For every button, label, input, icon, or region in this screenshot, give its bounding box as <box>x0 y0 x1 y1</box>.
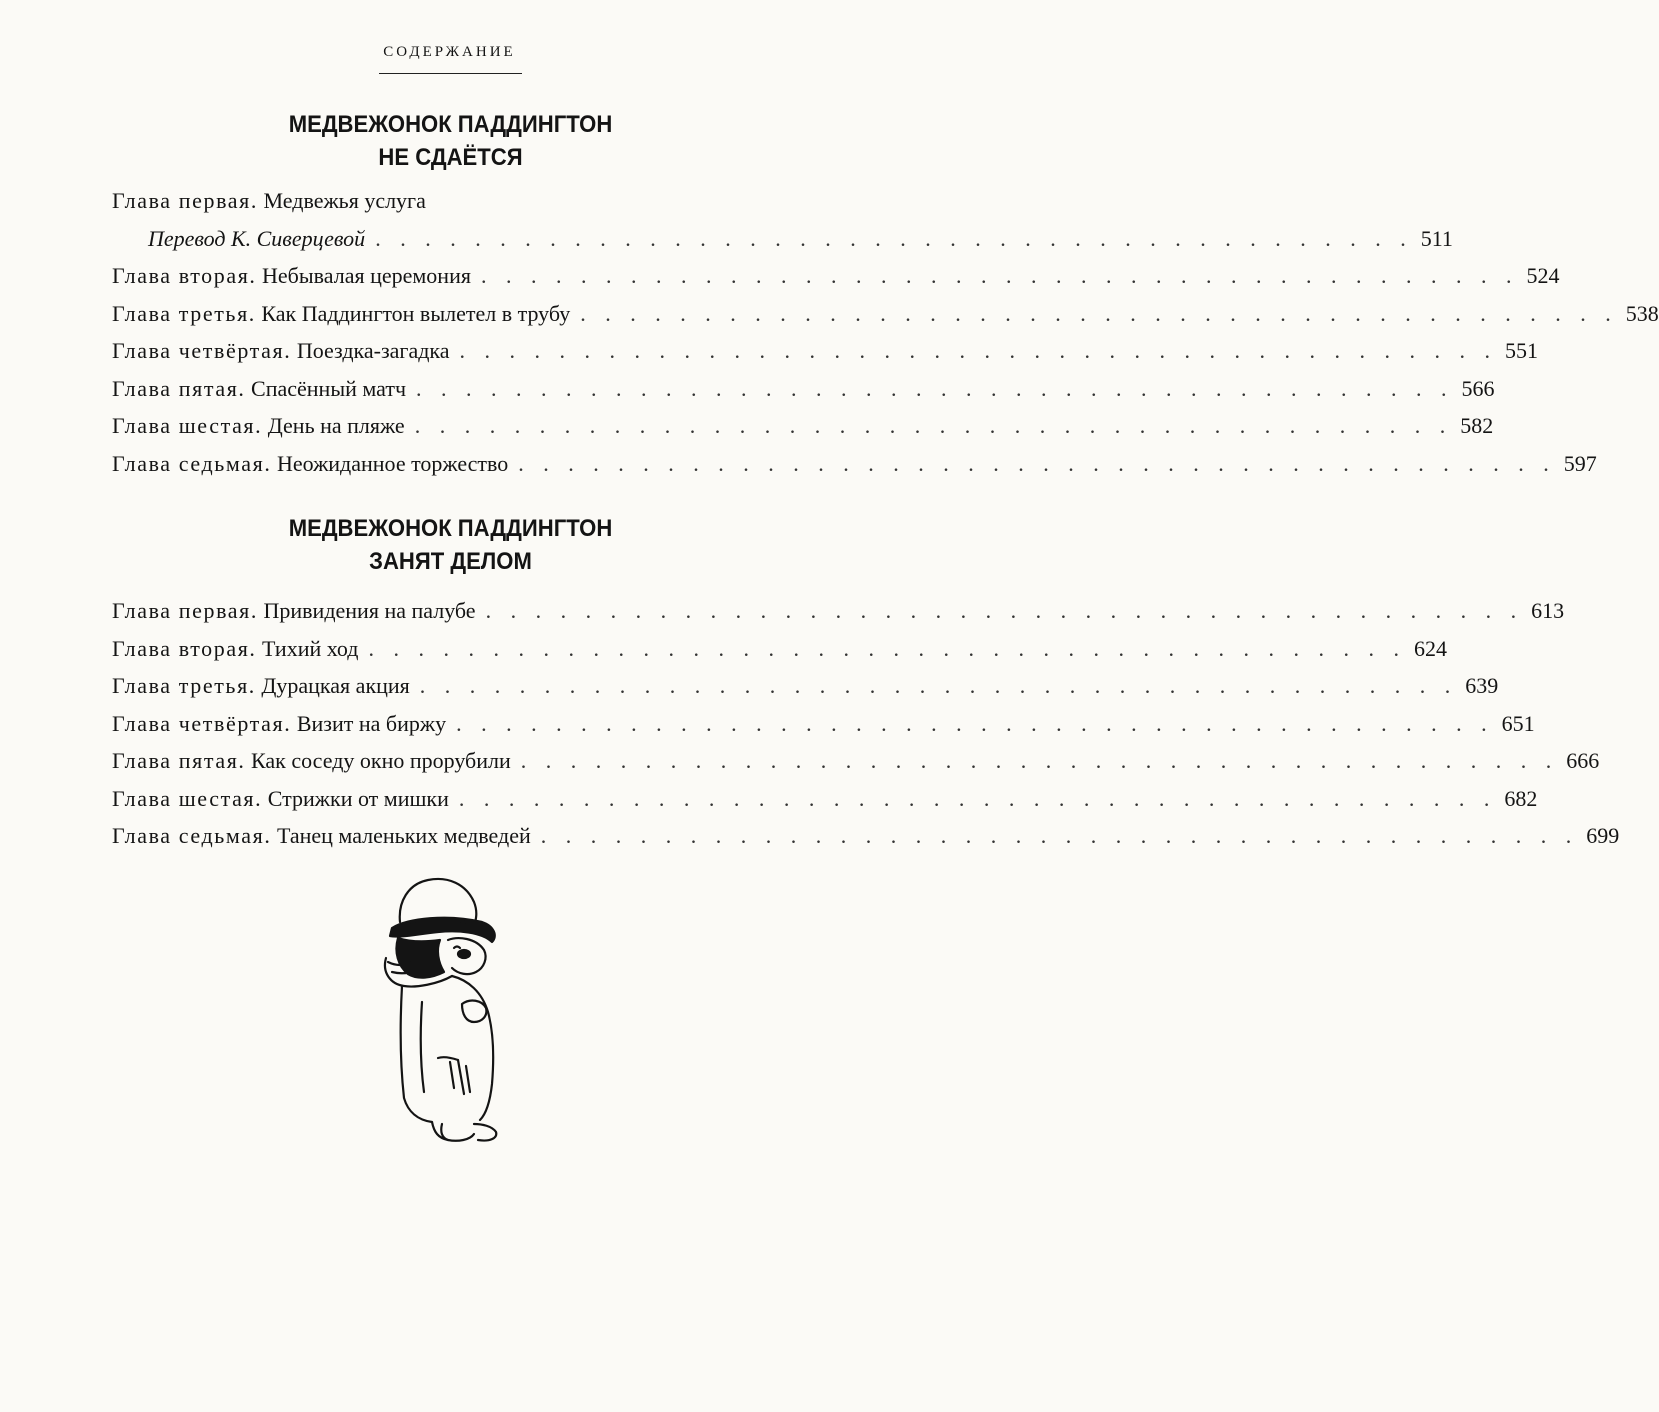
toc-entry[interactable] <box>112 742 1600 780</box>
toc-entry[interactable] <box>112 667 1499 705</box>
coat-toggle-bar <box>438 1057 458 1060</box>
chapter-title: Поездка-загадка <box>296 338 450 363</box>
chapter-label: Глава вторая. <box>112 635 257 661</box>
paddington-bear-illustration <box>378 862 538 1152</box>
page-number: 624 <box>1413 635 1447 661</box>
chapter-label: Глава вторая. <box>112 263 257 288</box>
toc-section-1 <box>112 182 1659 482</box>
dot-leader: . . . . . . . . . . . . . . . . . . . . . . . . . . . . . . . . . . . . . . . . . . <box>459 338 1498 363</box>
coat-seam <box>421 1002 424 1092</box>
toc-entry[interactable] <box>112 780 1538 818</box>
coat-toggles <box>450 1060 470 1094</box>
chapter-title: Как Паддингтон вылетел в трубу <box>261 300 571 326</box>
chapter-title: Танец маленьких медведей <box>276 823 531 848</box>
page-number: 538 <box>1625 300 1659 326</box>
section-title-line: МЕДВЕЖОНОК ПАДДИНГТОН <box>288 515 613 542</box>
chapter-label: Глава четвёртая. <box>112 710 292 736</box>
page-number: 524 <box>1526 263 1560 288</box>
page-number: 582 <box>1460 413 1494 438</box>
page-number: 699 <box>1586 823 1620 848</box>
page-number: 551 <box>1505 338 1539 363</box>
chapter-label: Глава шестая. <box>112 413 263 438</box>
chapter-label: Глава первая. <box>112 598 258 623</box>
page-number: 566 <box>1461 375 1495 401</box>
page-number: 651 <box>1501 710 1535 736</box>
translator-credit: Перевод К. Сиверцевой <box>148 225 366 251</box>
dot-leader: . . . . . . . . . . . . . . . . . . . . . . . . . . . . . . . . . . . . . . . . . . <box>518 450 1556 476</box>
toc-entry[interactable] <box>112 370 1495 408</box>
toc-section-2 <box>112 592 1620 855</box>
running-head <box>0 44 901 74</box>
toc-entry[interactable] <box>112 407 1494 445</box>
toc-entry[interactable] <box>112 705 1535 743</box>
page-number: 613 <box>1531 598 1565 623</box>
bear-paw <box>462 1001 486 1022</box>
hat-brim <box>390 918 495 942</box>
chapter-title: Привидения на палубе <box>263 598 476 623</box>
toc-entry[interactable] <box>112 182 824 220</box>
chapter-title: Стрижки от мишки <box>267 785 449 811</box>
page-number: 666 <box>1566 748 1600 773</box>
coat-left-edge <box>401 986 432 1122</box>
chapter-title: Неожиданное торжество <box>276 450 509 476</box>
bear-head-fur <box>396 938 444 978</box>
toc-entry[interactable] <box>112 257 1560 295</box>
bear-eye <box>454 947 460 949</box>
bear-nose <box>458 950 470 958</box>
page-number: 597 <box>1563 450 1597 476</box>
chapter-title: Визит на биржу <box>296 710 447 736</box>
toc-entry[interactable] <box>112 630 1447 668</box>
chapter-title: Дурацкая акция <box>261 673 410 698</box>
chapter-label: Глава третья. <box>112 300 256 326</box>
dot-leader: . . . . . . . . . . . . . . . . . . . . . . . . . . . . . . . . . . . . . . . . . . <box>368 635 1406 661</box>
toc-entry[interactable] <box>112 295 1659 333</box>
chapter-label: Глава седьмая. <box>112 450 272 476</box>
dot-leader: . . . . . . . . . . . . . . . . . . . . . . . . . . . . . . . . . . . . . . . . . . <box>419 673 1458 698</box>
dot-leader: . . . . . . . . . . . . . . . . . . . . . . . . . . . . . . . . . . . . . . . . . . <box>580 300 1618 326</box>
chapter-label: Глава пятая. <box>112 375 246 401</box>
chapter-title: День на пляже <box>267 413 405 438</box>
chapter-title: Небывалая церемония <box>262 263 471 288</box>
chapter-title: Спасённый матч <box>251 375 407 401</box>
toc-entry-title <box>112 182 824 220</box>
page-number: 639 <box>1465 673 1499 698</box>
dot-leader: . . . . . . . . . . . . . . . . . . . . . . . . . . . . . . . . . . . . . . . . . . <box>480 263 1519 288</box>
page-number: 511 <box>1420 225 1453 251</box>
toc-entry[interactable] <box>112 817 1620 855</box>
running-head-text: СОДЕРЖАНИЕ <box>379 44 521 74</box>
dot-leader: . . . . . . . . . . . . . . . . . . . . . . . . . . . . . . . . . . . . . . . . . . <box>520 748 1559 773</box>
section-title-2 <box>36 512 865 578</box>
dot-leader: . . . . . . . . . . . . . . . . . . . . . . . . . . . . . . . . . . . . . . . . . . <box>414 413 1453 438</box>
section-title-1 <box>36 108 865 174</box>
chapter-title: Медвежья услуга <box>263 188 426 213</box>
chapter-label: Глава четвёртая. <box>112 338 292 363</box>
bear-boot-right <box>474 1124 496 1141</box>
chapter-title: Как соседу окно прорубили <box>251 748 511 773</box>
dot-leader: . . . . . . . . . . . . . . . . . . . . . . . . . . . . . . . . . . . . . . . . . . <box>458 785 1497 811</box>
dot-leader: . . . . . . . . . . . . . . . . . . . . . . . . . . . . . . . . . . . . . . . . . . <box>485 598 1524 623</box>
chapter-label: Глава третья. <box>112 673 256 698</box>
dot-leader: . . . . . . . . . . . . . . . . . . . . . . . . . . . . . . . . . . . . . . . . . . <box>375 225 1413 251</box>
toc-entry[interactable] <box>112 445 1597 483</box>
chapter-label: Глава первая. <box>112 188 258 213</box>
chapter-label: Глава пятая. <box>112 748 246 773</box>
dot-leader: . . . . . . . . . . . . . . . . . . . . . . . . . . . . . . . . . . . . . . . . . . <box>456 710 1494 736</box>
dot-leader: . . . . . . . . . . . . . . . . . . . . . . . . . . . . . . . . . . . . . . . . . . <box>540 823 1579 848</box>
toc-entry[interactable] <box>112 592 1565 630</box>
coat-right-edge <box>452 976 493 1120</box>
section-title-line: ЗАНЯТ ДЕЛОМ <box>369 548 532 575</box>
bear-boots <box>432 1122 474 1141</box>
page-number: 682 <box>1504 785 1538 811</box>
toc-entry[interactable] <box>112 220 1453 258</box>
section-title-line: НЕ СДАЁТСЯ <box>378 144 523 171</box>
chapter-label: Глава седьмая. <box>112 823 272 848</box>
chapter-title: Тихий ход <box>262 635 359 661</box>
chapter-label: Глава шестая. <box>112 785 263 811</box>
dot-leader: . . . . . . . . . . . . . . . . . . . . . . . . . . . . . . . . . . . . . . . . . . <box>416 375 1454 401</box>
toc-entry[interactable] <box>112 332 1539 370</box>
section-title-line: МЕДВЕЖОНОК ПАДДИНГТОН <box>288 111 613 138</box>
